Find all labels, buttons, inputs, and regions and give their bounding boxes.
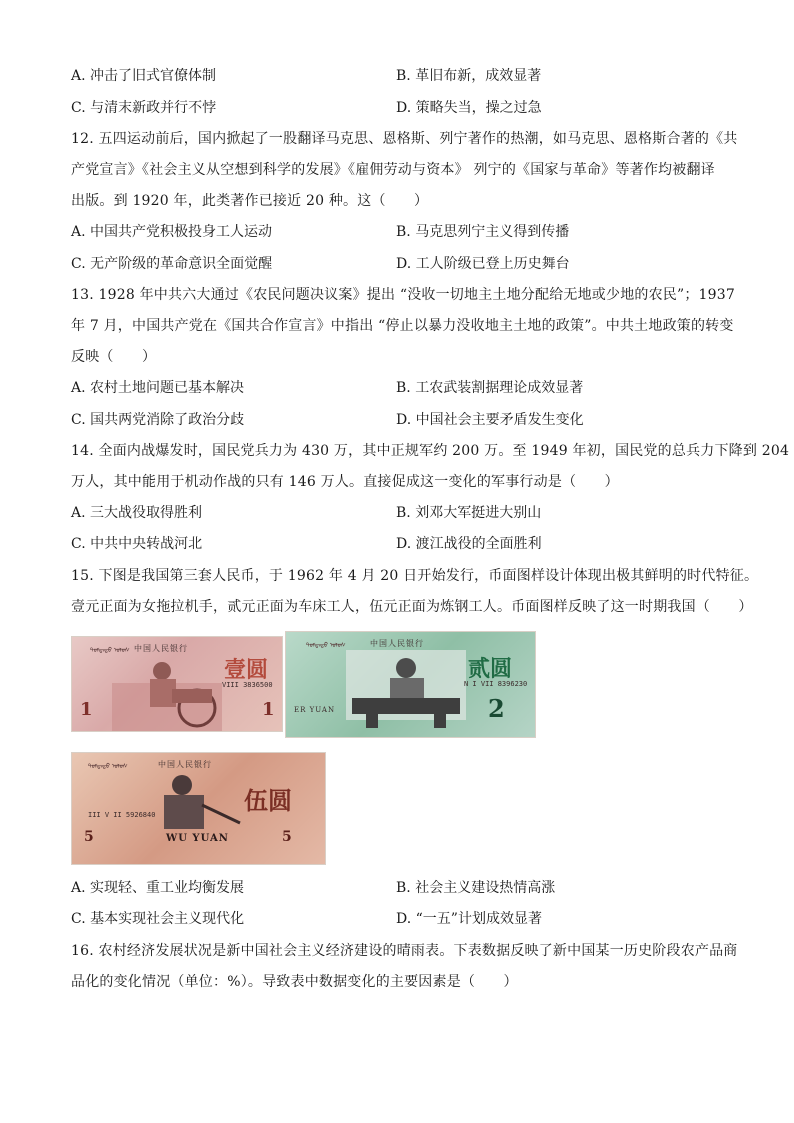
q11-option-a: A. 冲击了旧式官僚体制 <box>71 68 217 84</box>
note-serial: N I VII 8396230 <box>464 680 528 688</box>
note-corner-digit: 2 <box>488 694 505 723</box>
q14-option-a: A. 三大战役取得胜利 <box>71 505 203 521</box>
q13-option-a: A. 农村土地问题已基本解决 <box>71 380 245 396</box>
q11-option-c: C. 与清末新政并行不悖 <box>71 100 217 116</box>
bank-name: 中国人民银行 <box>158 760 212 769</box>
q14-option-d: D. 渡江战役的全面胜利 <box>396 536 542 552</box>
q13-option-d: D. 中国社会主要矛盾发生变化 <box>396 412 584 428</box>
q16-stem-line-2: 品化的变化情况（单位：%）。导致表中数据变化的主要因素是（ ） <box>71 974 518 990</box>
q15-stem-line-2: 壹元正面为女拖拉机手，贰元正面为车床工人，伍元正面为炼钢工人。币面图样反映了这一时期我国（ ） <box>71 599 753 615</box>
q13-option-b: B. 工农武装割据理论成效显著 <box>396 380 584 396</box>
q15-stem-line-1: 15. 下图是我国第三套人民币，于 1962 年 4 月 20 日开始发行，币面图样设计体现出极其鲜明的时代特征。 <box>71 568 759 584</box>
note-corner-digit: 5 <box>84 829 94 845</box>
q14-option-b: B. 刘邓大军挺进大别山 <box>396 505 542 521</box>
bank-name: 中国人民银行 <box>134 644 188 653</box>
banknote-one-yuan-image <box>71 636 283 732</box>
note-serial: III V II 5926840 <box>88 811 156 819</box>
q12-stem-line-3: 出版。到 1920 年，此类著作已接近 20 种。这（ ） <box>71 193 429 209</box>
note-corner-digit: 1 <box>80 699 93 720</box>
q13-stem-line-1: 13. 1928 年中共六大通过《农民问题决议案》提出 “没收一切地主土地分配给无地或少地的农民”；1937 <box>71 287 735 303</box>
q14-stem-line-2: 万人，其中能用于机动作战的只有 146 万人。直接促成这一变化的军事行动是（ ） <box>71 474 619 490</box>
q13-stem-line-2: 年 7 月，中国共产党在《国共合作宣言》中指出 “停止以暴力没收地主土地的政策”。中共土地政策的转变 <box>71 318 734 334</box>
note-denomination: 贰圆 <box>468 656 513 682</box>
q12-option-c: C. 无产阶级的革命意识全面觉醒 <box>71 256 273 272</box>
q15-option-b: B. 社会主义建设热情高涨 <box>396 880 556 896</box>
banknote-five-yuan-image <box>71 752 326 865</box>
q14-stem-line-1: 14. 全面内战爆发时，国民党兵力为 430 万，其中正规军约 200 万。至 1949 年初，国民党的总兵力下降到 204 <box>71 443 790 459</box>
lathe-worker-illustration <box>346 650 466 736</box>
q15-option-c: C. 基本实现社会主义现代化 <box>71 911 245 927</box>
q13-option-c: C. 国共两党消除了政治分歧 <box>71 412 245 428</box>
q12-option-b: B. 马克思列宁主义得到传播 <box>396 224 570 240</box>
note-serial: VIII 3836500 <box>222 681 273 689</box>
note-corner-digit: 5 <box>282 829 292 845</box>
note-latin-name: WU YUAN <box>166 833 229 844</box>
q15-option-a: A. 实现轻、重工业均衡发展 <box>71 880 245 896</box>
q13-stem-line-3: 反映（ ） <box>71 349 157 365</box>
q12-option-d: D. 工人阶级已登上历史舞台 <box>396 256 570 272</box>
tractor-driver-illustration <box>112 653 222 732</box>
banknote-two-yuan-image <box>285 631 536 738</box>
minority-script: ᠳᠤᠮᠳᠠᠳᠤ ᠤᠯᠤᠰ <box>306 642 346 649</box>
q12-option-a: A. 中国共产党积极投身工人运动 <box>71 224 273 240</box>
q12-stem-line-1: 12. 五四运动前后，国内掀起了一股翻译马克思、恩格斯、列宁著作的热潮，如马克思、恩格斯合著的《共 <box>71 131 738 147</box>
note-denomination: 伍圆 <box>244 786 292 815</box>
minority-script: ᠳᠤᠮᠳᠠᠳᠤ ᠤᠯᠤᠰ <box>90 647 130 654</box>
minority-script: ᠳᠤᠮᠳᠠᠳᠤ ᠤᠯᠤᠰ <box>88 763 128 770</box>
q12-stem-line-2: 产党宣言》《社会主义从空想到科学的发展》《雇佣劳动与资本》 列宁的《国家与革命》等著作均被翻译 <box>71 162 715 178</box>
steel-worker-illustration <box>132 769 242 839</box>
note-denomination: 壹圆 <box>224 657 269 683</box>
bank-name: 中国人民银行 <box>370 639 424 648</box>
q11-option-b: B. 革旧布新，成效显著 <box>396 68 542 84</box>
q15-option-d: D. “一五”计划成效显著 <box>396 911 542 927</box>
note-corner-digit: 1 <box>262 699 275 720</box>
q14-option-c: C. 中共中央转战河北 <box>71 536 203 552</box>
note-latin-name: ER YUAN <box>294 706 336 714</box>
q16-stem-line-1: 16. 农村经济发展状况是新中国社会主义经济建设的晴雨表。下表数据反映了新中国某一历史阶段农产品商 <box>71 943 738 959</box>
q11-option-d: D. 策略失当，操之过急 <box>396 100 542 116</box>
